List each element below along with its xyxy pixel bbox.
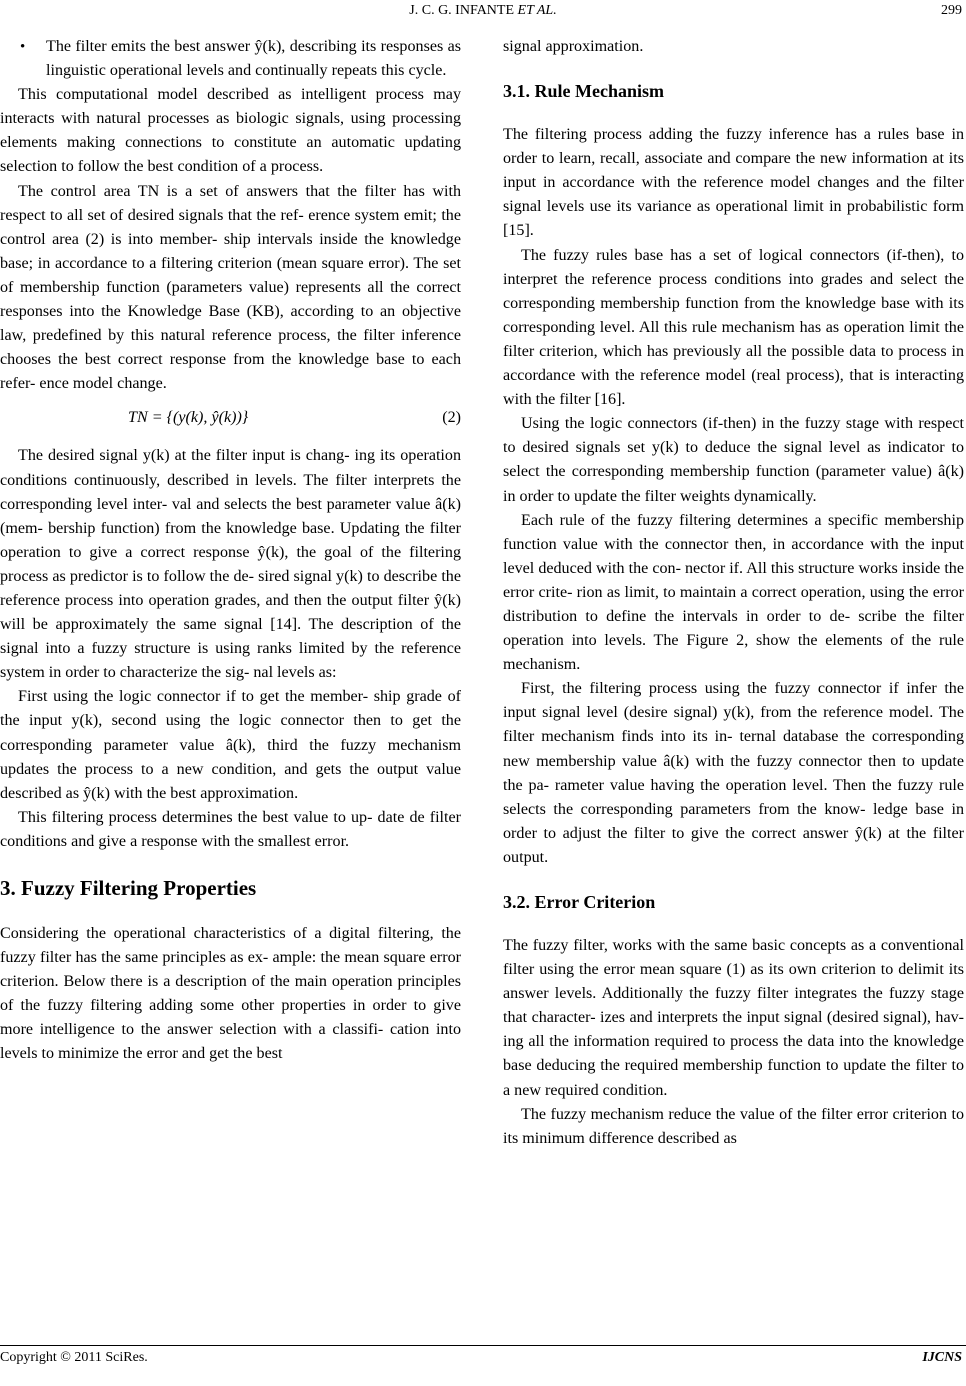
page-footer: [0, 1350, 966, 1370]
running-title-etal: ET AL.: [517, 3, 557, 18]
equation-2: [0, 396, 461, 444]
running-title: J. C. G. INFANTE: [409, 3, 515, 18]
equation-expression: TN = {(y(k), ŷ(k))}: [128, 409, 249, 427]
footer-rule: [0, 1345, 966, 1346]
section-heading-3-1: 3.1. Rule Mechanism: [503, 81, 664, 102]
paragraph: First using the logic connector if to get the member- ship grade of the input y(k), second using the logic connector then to get the corresponding parameter value â(k), third the fuzzy mechanism updates the process to a new condition, and gets the output value described as ŷ(k) with the best approximation.: [0, 688, 461, 802]
left-column: [0, 35, 461, 1067]
bullet-list: [0, 35, 461, 83]
paragraph: The filtering process adding the fuzzy inference has a rules base in order to learn, recall, associate and compare the new information at its input in accordance with the reference model changes and the filter signal levels use its variance as operational limit in probabilistic form [15].: [503, 126, 964, 240]
paragraph: The control area TN is a set of answers that the filter has with respect to all set of desired signals that the ref- erence system emit; the control area (2) is into member- ship intervals inside the knowledge base; in accordance to a filtering criterion (mean square error). The set of membership function (parameters value) represents all the correct responses into the Knowledge Base (KB), according to an objective law, predefined by this natural reference process, the filter inference chooses the best correct response from the knowledge base to each refer- ence model change.: [0, 182, 461, 393]
journal-abbreviation: IJCNS: [922, 1350, 962, 1365]
page-number: 299: [941, 3, 962, 18]
paragraph: First, the filtering process using the fuzzy connector if infer the input signal level (desire signal) y(k), from the reference model. The filter mechanism finds into its in- ternal database the corresponding new membership value â(k) with the fuzzy connector then to update the pa- rameter value having the operation level. Then the fuzzy rule selects the corresponding parameters from the know- ledge base in order to adjust the filter to give the correct answer ŷ(k) at the filter output.: [503, 680, 964, 866]
paragraph: Considering the operational characteristics of a digital filtering, the fuzzy filter has the same principles as ex- ample: the mean square error criterion. Below there is a description of the main operation principles of the fuzzy filtering adding some other properties in order to give more intelligence to the answer selection with a classifi- cation into levels to minimize the error and get the best: [0, 925, 461, 1063]
paragraph: The desired signal y(k) at the filter input is chang- ing its operation conditions continuously, described in levels. The filter interprets the corresponding level inter- val and selects the best parameter value â(k) (mem- bership function) from the knowledge base. Updating the filter operation to give a correct response ŷ(k), the goal of the filtering process as predictor is to follow the de- sired signal y(k) to describe the reference process into operation grades, and then the output filter ŷ(k) will be approximately the same signal [14]. The description of the signal into a fuzzy structure is using ranks limited by the reference system in order to characterize the sig- nal levels as:: [0, 447, 461, 682]
paragraph: Using the logic connectors (if-then) in the fuzzy stage with respect to desired signals set y(k) to deduce the signal level as indicator to select the corresponding membership function (parameter value) â(k) in order to update the filter weights dynamically.: [503, 415, 964, 505]
paragraph: This filtering process determines the best value to up- date de filter conditions and give a response with the smallest error.: [0, 808, 461, 850]
section-heading-3: 3. Fuzzy Filtering Properties: [0, 876, 257, 900]
running-header: [0, 3, 966, 23]
paragraph: This computational model described as intelligent process may interacts with natural processes as biologic signals, using processing elements making connections to constitute an automatic updating selection to follow the best condition of a process.: [0, 86, 461, 176]
section-heading-3-2: 3.2. Error Criterion: [503, 892, 656, 912]
copyright-notice: Copyright © 2011 SciRes.: [0, 1350, 148, 1365]
paragraph: The fuzzy mechanism reduce the value of the filter error criterion to its minimum difference described as: [503, 1105, 964, 1147]
paragraph: The fuzzy rules base has a set of logical connectors (if-then), to interpret the reference process conditions into grades and select the corresponding membership function from the knowledge base with its corresponding level. All this rule mechanism has as operation limit the filter criterion, which has previously all the possible data to process in accordance with the reference model (real process), that is interacting with the filter [16].: [503, 246, 964, 409]
equation-number: (2): [442, 409, 461, 427]
bullet-item: • The filter emits the best answer ŷ(k), describing its responses as linguistic operational levels and continually repeats this cycle.: [46, 35, 461, 83]
paragraph: signal approximation.: [503, 38, 644, 55]
right-column: [503, 35, 964, 1151]
paragraph: The fuzzy filter, works with the same basic concepts as a conventional filter using the error mean square (1) as its own criterion to delimit its answer levels. Additionally the fuzzy filter integrates the fuzzy stage that character- izes and interprets the input signal (desired signal), hav- ing all the information required to process the data into the knowledge base deducing the required membership function to update the filter to a new required condition.: [503, 937, 964, 1099]
paragraph: Each rule of the fuzzy filtering determines a specific membership function value with the connector then, in accordance with the input level deduced with the con- nector if. All this structure works inside the error crite- rion as limit, to maintain a correct operation, using the error distribution to define the intervals in order to de- scribe the filter operation into levels. The Figure 2, show the elements of the rule mechanism.: [503, 511, 964, 674]
